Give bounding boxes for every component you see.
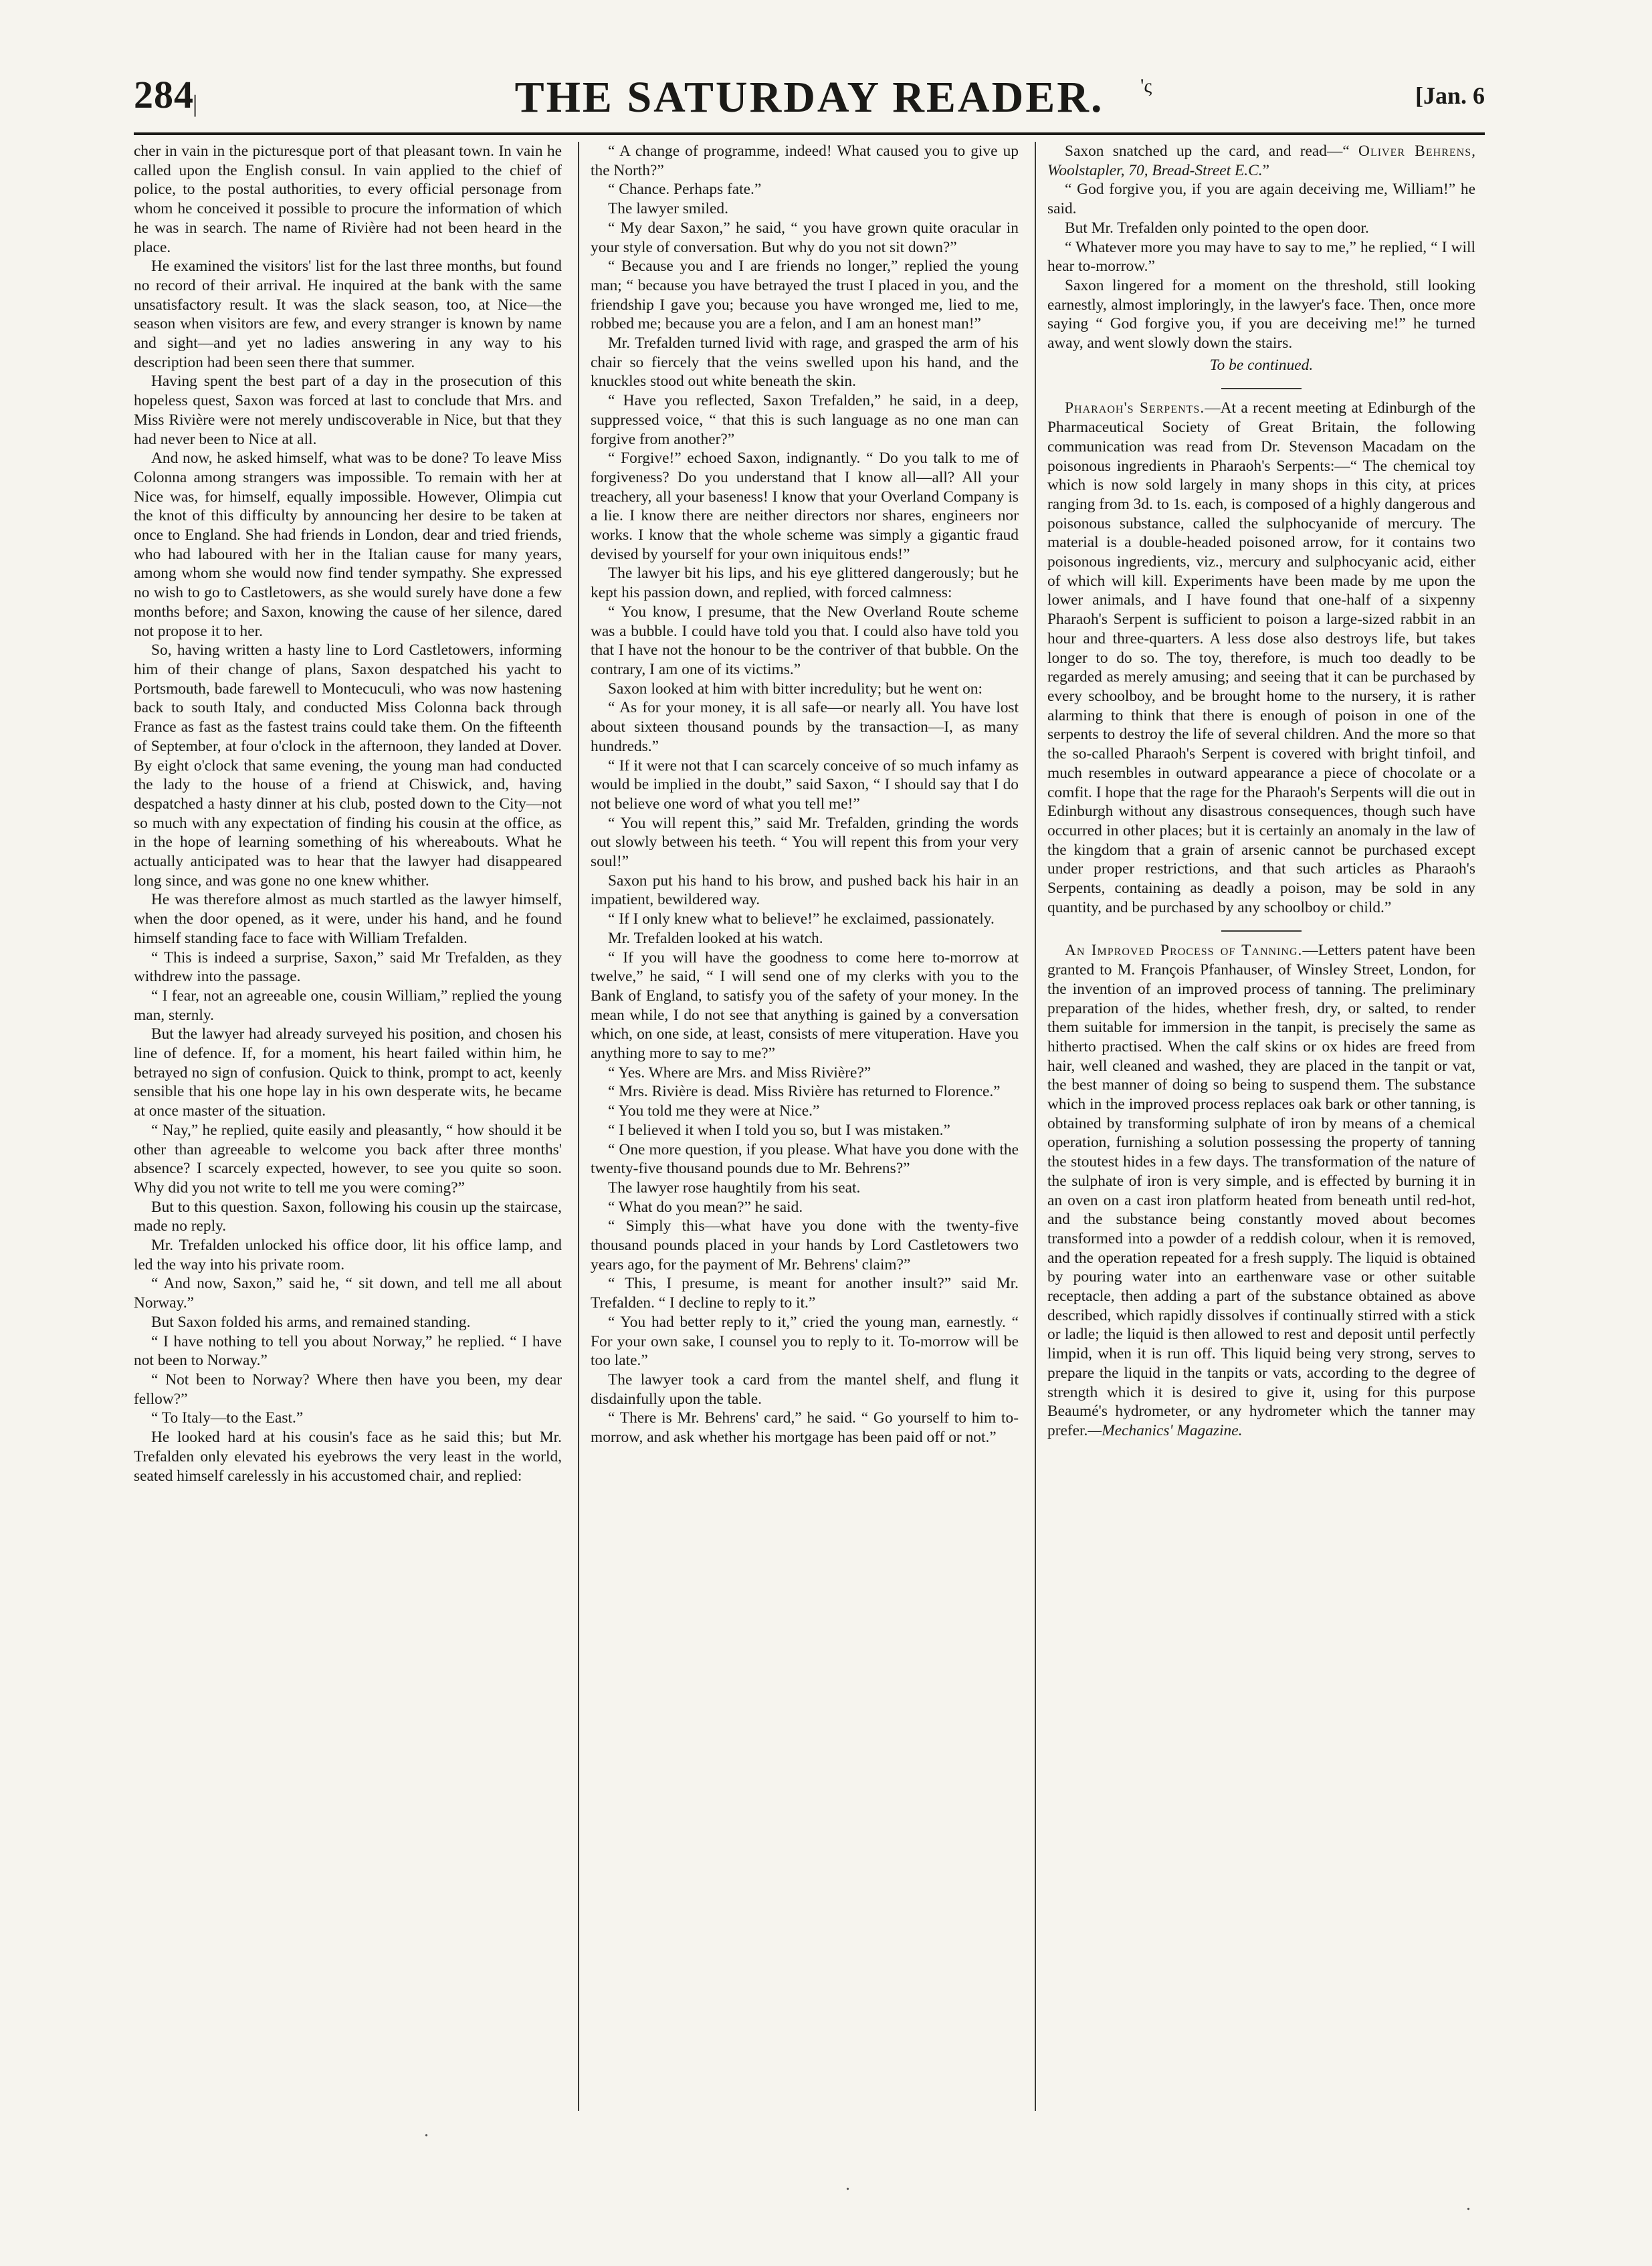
paragraph: “ Forgive!” echoed Saxon, indignantly. “ Do you talk to me of forgiveness? Do you understand that I know all—all? All your treachery, all your baseness! I know that your Overland Company is a lie. I know there are neither directors nor shares, engineers nor works. I know that the whole scheme was simply a gigantic fraud devised by yourself for your own iniquitous ends!” bbox=[591, 449, 1019, 563]
paragraph: “ One more question, if you please. What have you done with the twenty-five thousand pounds due to Mr. Behrens?” bbox=[591, 1140, 1019, 1178]
paragraph: “ And now, Saxon,” said he, “ sit down, and tell me all about Norway.” bbox=[134, 1275, 562, 1312]
paragraph: “ Chance. Perhaps fate.” bbox=[608, 181, 762, 199]
paragraph: But the lawyer had already surveyed his position, and chosen his line of defence. If, for a moment, his heart failed within him, he betrayed no sign of confusion. Quick to think, prompt to act, keenly sensible that his one hope lay in his own desperate wits, he became at once master of the situation. bbox=[134, 1025, 562, 1120]
paragraph: Saxon put his hand to his brow, and pushed back his hair in an impatient, bewildered way. bbox=[591, 871, 1019, 909]
paragraph: “ If you will have the goodness to come here to-morrow at twelve,” he said, “ I will send one of my clerks with you to the Bank of England, to satisfy you of the safety of your money. In the mean while, I do not see that anything is gained by a conversation which, on one side, at least, consists of mere vituperation. Have you anything more to say to me?” bbox=[591, 948, 1019, 1063]
paragraph: The lawyer smiled. bbox=[608, 200, 728, 218]
card-address: , Woolstapler, 70, Bread-Street E.C. bbox=[1047, 142, 1475, 179]
paragraph: But to this question. Saxon, following his cousin up the staircase, made no reply. bbox=[134, 1198, 562, 1235]
paragraph: So, having written a hasty line to Lord Castletowers, informing him of their change of plans, Saxon despatched his yacht to Portsmouth, bade farewell to Montecuculi, who was now hastening back to south Italy, and conducted Miss Colonna back through France as fast as the fastest trains could take them. On the fifteenth of September, at four o'clock in the afternoon, they landed at Dover. By eight o'clock that same evening, the young man had conducted the lady to the house of a friend at Chiswick, and, having despatched a hasty dinner at his club, posted down to the City—not so much with any expectation of finding his cousin at the office, as in the hope of learning something of his whereabouts. What he actually anticipated was to hear that the lawyer had disappeared long since, and was gone no one knew whither. bbox=[134, 641, 562, 890]
paragraph: “ Have you reflected, Saxon Trefalden,” he said, in a deep, suppressed voice, “ that this is such language as no one man can forgive from another?” bbox=[591, 392, 1019, 448]
paragraph: Mr. Trefalden looked at his watch. bbox=[608, 929, 823, 947]
paragraph: “ A change of programme, indeed! What caused you to give up the North?” bbox=[591, 142, 1019, 179]
paragraph: “ What do you mean?” he said. bbox=[608, 1198, 803, 1216]
paragraph: “ As for your money, it is all safe—or nearly all. You have lost about sixteen thousand pounds by the transaction—I, as many hundreds.” bbox=[591, 699, 1019, 755]
paragraph: “ You told me they were at Nice.” bbox=[608, 1102, 820, 1120]
page-number: 284 bbox=[134, 73, 194, 116]
header-rule bbox=[134, 132, 1485, 135]
masthead-title: THE SATURDAY READER. bbox=[514, 73, 1104, 122]
paragraph: Saxon looked at him with bitter incredulity; but he went on: bbox=[608, 680, 983, 698]
text-run: Saxon snatched up the card, and read—“ bbox=[1065, 142, 1359, 160]
paragraph: The lawyer took a card from the mantel shelf, and flung it disdainfully upon the table. bbox=[591, 1371, 1019, 1408]
article-tanning bbox=[1047, 941, 1475, 1440]
print-speck: . bbox=[1466, 2194, 1471, 2214]
paragraph: “ If I only knew what to believe!” he exclaimed, passionately. bbox=[608, 910, 995, 928]
paragraph: “ God forgive you, if you are again deceiving me, William!” he said. bbox=[1047, 181, 1475, 218]
paragraph: “ Mrs. Rivière is dead. Miss Rivière has returned to Florence.” bbox=[608, 1083, 1001, 1101]
paragraph: cher in vain in the picturesque port of that pleasant town. In vain he called upon the English consul. In vain applied to the chief of police, to the postal authorities, to every official personage from whom he conceived it possible to procure the information of which he was in search. The name of Rivière had not been heard in the place. bbox=[134, 142, 562, 256]
article-pharaohs-serpents bbox=[1047, 399, 1475, 917]
paragraph: Mr. Trefalden turned livid with rage, and grasped the arm of his chair so fiercely that the veins swelled upon his hand, and the knuckles stood out white beneath the skin. bbox=[591, 334, 1019, 391]
paragraph: “ This is indeed a surprise, Saxon,” said Mr Trefalden, as they withdrew into the passage. bbox=[134, 948, 562, 986]
paragraph: “ You know, I presume, that the New Overland Route scheme was a bubble. I could have told you that. I could also have told you that I have not the honour to be the contriver of that bubble. On the contrary, I am one of its victims.” bbox=[591, 603, 1019, 678]
column-3 bbox=[1047, 142, 1475, 2148]
card-name: Oliver Behrens bbox=[1358, 142, 1472, 160]
paragraph: “ If it were not that I can scarcely conceive of so much infamy as would be implied in the doubt,” said Saxon, “ I should say that I do not believe one word of what you tell me!” bbox=[591, 756, 1019, 813]
issue-date: [Jan. 6 bbox=[1415, 82, 1485, 109]
column-rule-2 bbox=[1035, 142, 1036, 2111]
text-run: ” bbox=[1262, 161, 1269, 179]
paragraph: “ This, I presume, is meant for another insult?” said Mr. Trefalden. “ I decline to reply to it.” bbox=[591, 1275, 1019, 1312]
paragraph: “ You had better reply to it,” cried the young man, earnestly. “ For your own sake, I counsel you to reply to it. To-morrow will be too late.” bbox=[591, 1313, 1019, 1370]
to-be-continued: To be continued. bbox=[1209, 356, 1314, 374]
paragraph: “ Nay,” he replied, quite easily and pleasantly, “ how should it be other than agreeable to welcome you back after three months' absence? I scarcely expected, however, to see you quite so soon. Why did you not write to tell me you were coming?” bbox=[134, 1121, 562, 1197]
paragraph: “ I fear, not an agreeable one, cousin William,” replied the young man, sternly. bbox=[134, 987, 562, 1024]
article-heading: An Improved Process of Tanning. bbox=[1065, 942, 1303, 960]
paragraph: But Mr. Trefalden only pointed to the open door. bbox=[1065, 219, 1369, 237]
paragraph: “ Not been to Norway? Where then have you been, my dear fellow?” bbox=[134, 1371, 562, 1408]
column-2 bbox=[591, 142, 1019, 2148]
print-speck: . bbox=[845, 2174, 850, 2194]
paragraph: “ There is Mr. Behrens' card,” he said. “ Go yourself to him to-morrow, and ask whether his mortgage has been paid off or not.” bbox=[591, 1409, 1019, 1447]
article-body: —At a recent meeting at Edinburgh of the Pharmaceutical Society of Great Britain, the following communication was read from Dr. Stevenson Macadam on the poisonous ingredients in Pharaoh's Serpents:—“ The chemical toy which is now sold largely in many shops in this city, at prices ranging from 3d. to 1s. each, is composed of a highly dangerous and poisonous substance, called the sulphocyanide of mercury. The material is a double-headed poisoned arrow, for it contains two poisonous ingredients, viz., mercury and sulphocyanic acid, either of which will kill. Experiments have been made by me upon the lower animals, and I have found that one-half of a sixpenny Pharaoh's Serpent is sufficient to poison a large-sized rabbit in an hour and three-quarters. A less dose also destroys life, but takes longer to do so. The toy, therefore, is much too deadly to be regarded as merely amusing; and seeing that it can be purchased by every schoolboy, and be brought home to the nursery, it is rather alarming to think that there is enough of poison in one of the serpents to destroy the life of several children. And the more so that the so-called Pharaoh's Serpent is covered with bright tinfoil, and much resembles in outward appearance a piece of chocolate or a comfit. I hope that the rage for the Pharaoh's Serpents will die out in Edinburgh without any disastrous consequences, though such have occurred in other places; but it is certainly an anomaly in the law of the kingdom that a grain of arsenic cannot be purchased except under proper restrictions, and that such articles as Pharaoh's Serpents, containing as deadly a poison, may be sold in any quantity, and be purchased by any schoolboy or child.” bbox=[1047, 399, 1475, 916]
paragraph: And now, he asked himself, what was to be done? To leave Miss Colonna among strangers was impossible. To remain with her at Nice was, for himself, equally impossible. However, Olimpia cut the knot of this difficulty by announcing her desire to be taken at once to England. She had friends in London, dear and tried friends, who had laboured with her in the Italian cause for many years, among whom she would now find tender sympathy. She expressed no wish to go to Castletowers, as she would surely have done a few months before; and Saxon, knowing the cause of her silence, dared not propose it to her. bbox=[134, 449, 562, 640]
paragraph: “ My dear Saxon,” he said, “ you have grown quite oracular in your style of conversation. But why do you not sit down?” bbox=[591, 219, 1019, 256]
paragraph: “ Simply this—what have you done with the twenty-five thousand pounds placed in your hands by Lord Castletowers two years ago, for the payment of Mr. Behrens' claim?” bbox=[591, 1217, 1019, 1273]
section-divider bbox=[1221, 388, 1302, 389]
print-speck: . bbox=[424, 2120, 429, 2141]
paragraph: He was therefore almost as much startled as the lawyer himself, when the door opened, as it were, under his hand, and he found himself standing face to face with William Trefalden. bbox=[134, 891, 562, 947]
column-rule-1 bbox=[578, 142, 579, 2111]
paragraph: The lawyer bit his lips, and his eye glittered dangerously; but he kept his passion down, and replied, with forced calmness: bbox=[591, 564, 1019, 602]
paragraph: “ I believed it when I told you so, but I was mistaken.” bbox=[608, 1121, 950, 1139]
paragraph: But Saxon folded his arms, and remained standing. bbox=[151, 1313, 471, 1331]
paragraph: Mr. Trefalden unlocked his office door, lit his office lamp, and led the way into his private room. bbox=[134, 1237, 562, 1273]
paragraph: He examined the visitors' list for the last three months, but found no record of their arrival. He inquired at the bank with the same unsatisfactory result. It was the slack season, too, at Nice—the season when visitors are few, and every stranger is known by name and sight—and yet no ladies answering in any way to his description had been seen there that summer. bbox=[134, 258, 562, 371]
paragraph: “ Whatever more you may have to say to me,” he replied, “ I will hear to-morrow.” bbox=[1047, 238, 1475, 276]
paragraph: “ To Italy—to the East.” bbox=[151, 1409, 304, 1427]
paragraph: “ Yes. Where are Mrs. and Miss Rivière?” bbox=[608, 1063, 871, 1082]
article-source: —Mechanics' Magazine. bbox=[1088, 1422, 1243, 1439]
article-body: —Letters patent have been granted to M. François Pfanhauser, of Winsley Street, London, for the invention of an improved process of tanning. The preliminary preparation of the hides, whether fresh, dry, or salted, to render them suitable for immersion in the tanpit, is precisely the same as hitherto practised. When the calf skins or ox hides are freed from hair, well cleaned and washed, they are placed in the tanpit or vat, the best manner of doing so being to suspend them. The substance which in the improved process replaces oak bark or other tanning, is obtained by transforming sulphate of iron by means of a chemical operation, furnishing a solution possessing the property of tanning the stoutest hides in a few days. The transformation of the nature of the sulphate of iron is very simple, and is effected by burning it in an oven on a cast iron platform heated from beneath until red-hot, and the substance being constantly moved about becomes transformed into a powder of a reddish colour, when it is removed, and the operation repeated for a fresh supply. The liquid is obtained by pouring water into an earthenware vase or other suitable receptacle, then adding a part of the substance obtained as above described, which rapidly dissolves if continually stirred with a stick or ladle; the liquid is then allowed to rest and deposit until perfectly limpid, when it is run off. This liquid being very strong, serves to prepare the liquid in the tanpits or vats, according to the degree of strength which it is desired to give it, using for this purpose Beaumé's hydrometer, or any hydrometer which the tanner may prefer. bbox=[1047, 942, 1475, 1439]
section-divider bbox=[1221, 930, 1302, 932]
header-mark: | bbox=[193, 90, 198, 117]
page-header bbox=[134, 72, 1485, 132]
paragraph: “ Because you and I are friends no longer,” replied the young man; “ because you have betrayed the trust I placed in you, and the friendship I gave you; because you have wronged me, lied to me, robbed me; because you are a felon, and I am an honest man!” bbox=[591, 258, 1019, 333]
paragraph: “ I have nothing to tell you about Norway,” he replied. “ I have not been to Norway.” bbox=[134, 1332, 562, 1370]
paragraph: “ You will repent this,” said Mr. Trefalden, grinding the words out slowly between his teeth. “ You will repent this from your very soul!” bbox=[591, 814, 1019, 871]
header-tick: 'ς bbox=[1140, 75, 1152, 97]
column-1 bbox=[134, 142, 562, 2148]
paragraph: He looked hard at his cousin's face as he said this; but Mr. Trefalden only elevated his eyebrows the very least in the world, seated himself carelessly in his accustomed chair, and replied: bbox=[134, 1429, 562, 1485]
paragraph: Having spent the best part of a day in the prosecution of this hopeless quest, Saxon was forced at last to conclude that Mrs. and Miss Rivière were not merely undiscoverable in Nice, but that they had never been to Nice at all. bbox=[134, 373, 562, 448]
paragraph: The lawyer rose haughtily from his seat. bbox=[608, 1178, 861, 1197]
paragraph bbox=[1047, 142, 1475, 180]
article-heading: Pharaoh's Serpents. bbox=[1065, 399, 1205, 417]
paragraph: Saxon lingered for a moment on the threshold, still looking earnestly, almost imploringly, in the lawyer's face. Then, once more saying “ God forgive you, if you are deceiving me!” he turned away, and went slowly down the stairs. bbox=[1047, 276, 1475, 352]
